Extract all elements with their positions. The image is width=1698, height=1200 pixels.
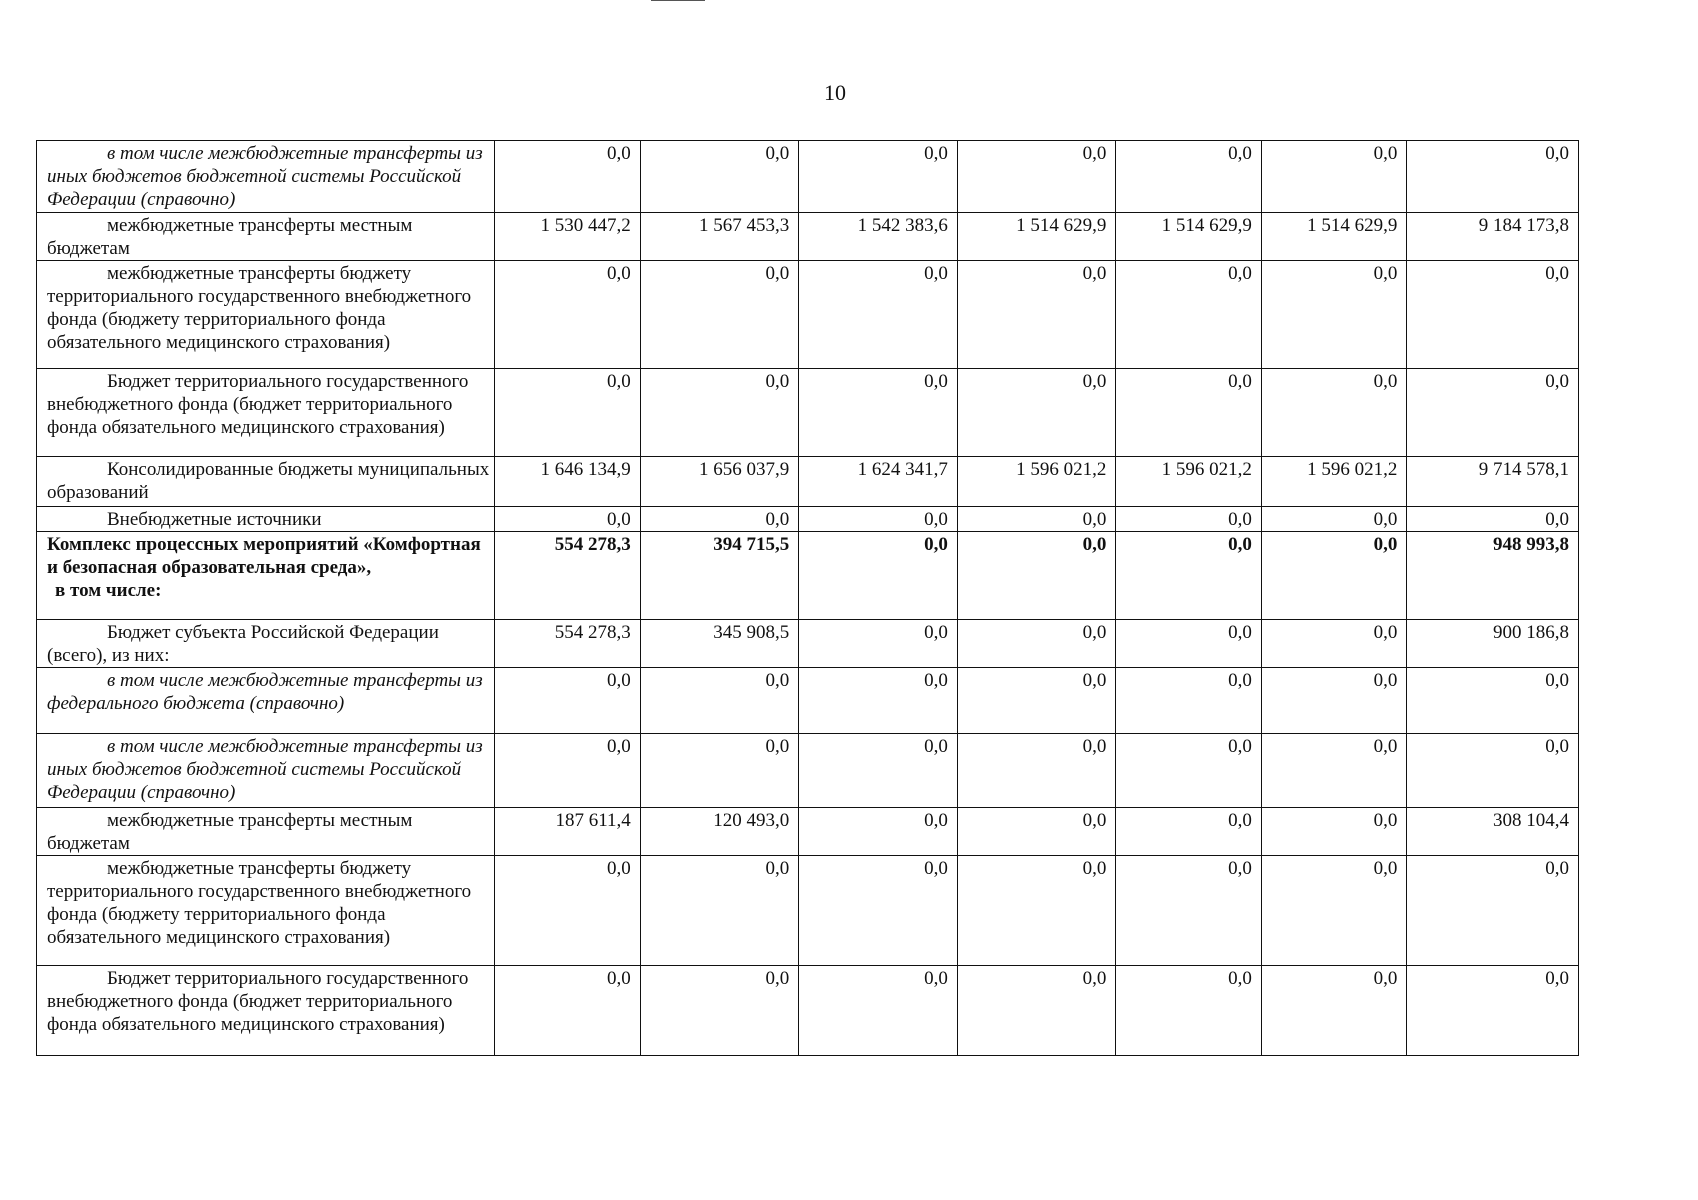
value-cell: 0,0 (1261, 808, 1407, 856)
value-cell: 0,0 (1116, 734, 1262, 808)
row-label: Комплекс процессных мероприятий «Комфортная и безопасная образовательная среда», (47, 534, 481, 578)
value-cell: 120 493,0 (640, 808, 799, 856)
value-cell: 1 596 021,2 (957, 457, 1116, 507)
total-value-cell: 0,0 (1407, 141, 1579, 213)
value-cell: 0,0 (799, 808, 958, 856)
total-value-cell: 9 184 173,8 (1407, 213, 1579, 261)
row-label-cell (37, 507, 495, 532)
table-row (37, 532, 1579, 620)
value-cell: 394 715,5 (640, 532, 799, 620)
value-cell: 0,0 (1261, 966, 1407, 1056)
value-cell: 0,0 (1116, 369, 1262, 457)
value-cell: 0,0 (640, 966, 799, 1056)
value-cell: 1 514 629,9 (1116, 213, 1262, 261)
value-cell: 0,0 (1116, 668, 1262, 734)
total-value-cell: 0,0 (1407, 734, 1579, 808)
value-cell: 0,0 (799, 261, 958, 369)
value-cell: 0,0 (495, 856, 641, 966)
row-label-cell (37, 213, 495, 261)
value-cell: 0,0 (799, 734, 958, 808)
top-scan-mark (651, 0, 705, 1)
value-cell: 0,0 (957, 141, 1116, 213)
row-label-cell (37, 369, 495, 457)
value-cell: 0,0 (799, 141, 958, 213)
row-label: межбюджетные трансферты бюджету территориального государственного внебюджетного фонда (бюджету территориального фонда обязательного медицинского страхования) (47, 858, 472, 948)
value-cell: 0,0 (1116, 141, 1262, 213)
value-cell: 0,0 (495, 369, 641, 457)
value-cell: 0,0 (957, 620, 1116, 668)
value-cell: 0,0 (957, 668, 1116, 734)
value-cell: 0,0 (1116, 620, 1262, 668)
table-body (37, 141, 1579, 1056)
total-value-cell: 0,0 (1407, 856, 1579, 966)
value-cell: 0,0 (799, 966, 958, 1056)
value-cell: 0,0 (799, 507, 958, 532)
value-cell: 0,0 (957, 856, 1116, 966)
total-value-cell: 9 714 578,1 (1407, 457, 1579, 507)
value-cell: 0,0 (799, 620, 958, 668)
table-row (37, 856, 1579, 966)
value-cell: 1 542 383,6 (799, 213, 958, 261)
value-cell: 187 611,4 (495, 808, 641, 856)
value-cell: 0,0 (1116, 261, 1262, 369)
table-row (37, 369, 1579, 457)
table-row (37, 734, 1579, 808)
value-cell: 0,0 (640, 369, 799, 457)
value-cell: 0,0 (957, 507, 1116, 532)
row-label: в том числе межбюджетные трансферты из иных бюджетов бюджетной системы Российской Федерации (справочно) (47, 143, 483, 210)
total-value-cell: 0,0 (1407, 369, 1579, 457)
value-cell: 1 596 021,2 (1116, 457, 1262, 507)
value-cell: 0,0 (1116, 966, 1262, 1056)
value-cell: 1 530 447,2 (495, 213, 641, 261)
value-cell: 0,0 (1261, 532, 1407, 620)
table-row (37, 966, 1579, 1056)
total-value-cell: 0,0 (1407, 261, 1579, 369)
value-cell: 0,0 (495, 966, 641, 1056)
row-label: в том числе межбюджетные трансферты из иных бюджетов бюджетной системы Российской Федерации (справочно) (47, 736, 483, 803)
table-row (37, 507, 1579, 532)
table-row (37, 261, 1579, 369)
value-cell: 1 646 134,9 (495, 457, 641, 507)
row-label-cell (37, 808, 495, 856)
total-value-cell: 900 186,8 (1407, 620, 1579, 668)
row-label-cell (37, 734, 495, 808)
value-cell: 0,0 (495, 141, 641, 213)
table-row (37, 808, 1579, 856)
value-cell: 0,0 (957, 261, 1116, 369)
row-label: межбюджетные трансферты местным бюджетам (47, 810, 413, 854)
table-row (37, 457, 1579, 507)
value-cell: 1 514 629,9 (957, 213, 1116, 261)
row-label-cell (37, 620, 495, 668)
value-cell: 0,0 (640, 261, 799, 369)
total-value-cell: 948 993,8 (1407, 532, 1579, 620)
value-cell: 0,0 (1116, 532, 1262, 620)
total-value-cell: 308 104,4 (1407, 808, 1579, 856)
value-cell: 1 567 453,3 (640, 213, 799, 261)
row-label-cell (37, 141, 495, 213)
row-label-cell (37, 457, 495, 507)
row-label: межбюджетные трансферты бюджету территориального государственного внебюджетного фонда (бюджету территориального фонда обязательного медицинского страхования) (47, 263, 472, 353)
row-label: Бюджет территориального государственного внебюджетного фонда (бюджет территориального фонда обязательного медицинского страхования) (47, 968, 469, 1035)
value-cell: 0,0 (495, 507, 641, 532)
row-label: Бюджет субъекта Российской Федерации (всего), из них: (47, 622, 439, 666)
row-label: Консолидированные бюджеты муниципальных образований (47, 459, 490, 503)
table-row (37, 668, 1579, 734)
value-cell: 345 908,5 (640, 620, 799, 668)
value-cell: 0,0 (799, 532, 958, 620)
value-cell: 0,0 (957, 966, 1116, 1056)
table-row (37, 213, 1579, 261)
value-cell: 0,0 (799, 668, 958, 734)
value-cell: 0,0 (640, 141, 799, 213)
value-cell: 1 514 629,9 (1261, 213, 1407, 261)
value-cell: 0,0 (640, 668, 799, 734)
value-cell: 0,0 (799, 856, 958, 966)
row-label: в том числе межбюджетные трансферты из федерального бюджета (справочно) (47, 670, 483, 714)
value-cell: 0,0 (1261, 668, 1407, 734)
value-cell: 0,0 (957, 369, 1116, 457)
value-cell: 0,0 (495, 261, 641, 369)
value-cell: 554 278,3 (495, 620, 641, 668)
value-cell: 0,0 (1116, 808, 1262, 856)
value-cell: 0,0 (1261, 620, 1407, 668)
value-cell: 1 656 037,9 (640, 457, 799, 507)
budget-table (36, 140, 1579, 1056)
row-label-cell (37, 261, 495, 369)
value-cell: 0,0 (1116, 507, 1262, 532)
value-cell: 0,0 (1261, 261, 1407, 369)
value-cell: 0,0 (495, 668, 641, 734)
value-cell: 1 596 021,2 (1261, 457, 1407, 507)
value-cell: 0,0 (799, 369, 958, 457)
table-row (37, 620, 1579, 668)
value-cell: 0,0 (957, 532, 1116, 620)
table-row (37, 141, 1579, 213)
value-cell: 0,0 (1116, 856, 1262, 966)
value-cell: 0,0 (1261, 507, 1407, 532)
row-label-cell (37, 668, 495, 734)
total-value-cell: 0,0 (1407, 668, 1579, 734)
row-label-cell (37, 532, 495, 620)
total-value-cell: 0,0 (1407, 507, 1579, 532)
page-number: 10 (824, 80, 846, 105)
value-cell: 0,0 (640, 734, 799, 808)
value-cell: 0,0 (957, 808, 1116, 856)
value-cell: 0,0 (1261, 141, 1407, 213)
row-label-cell (37, 966, 495, 1056)
total-value-cell: 0,0 (1407, 966, 1579, 1056)
value-cell: 1 624 341,7 (799, 457, 958, 507)
row-label: Бюджет территориального государственного внебюджетного фонда (бюджет территориального фонда обязательного медицинского страхования) (47, 371, 469, 438)
row-label-continuation: в том числе: (55, 580, 162, 601)
row-label-cell (37, 856, 495, 966)
value-cell: 0,0 (957, 734, 1116, 808)
row-label: межбюджетные трансферты местным бюджетам (47, 215, 413, 259)
value-cell: 0,0 (1261, 856, 1407, 966)
value-cell: 0,0 (640, 856, 799, 966)
value-cell: 0,0 (640, 507, 799, 532)
value-cell: 0,0 (1261, 734, 1407, 808)
value-cell: 0,0 (495, 734, 641, 808)
row-label: Внебюджетные источники (107, 509, 322, 530)
value-cell: 0,0 (1261, 369, 1407, 457)
value-cell: 554 278,3 (495, 532, 641, 620)
